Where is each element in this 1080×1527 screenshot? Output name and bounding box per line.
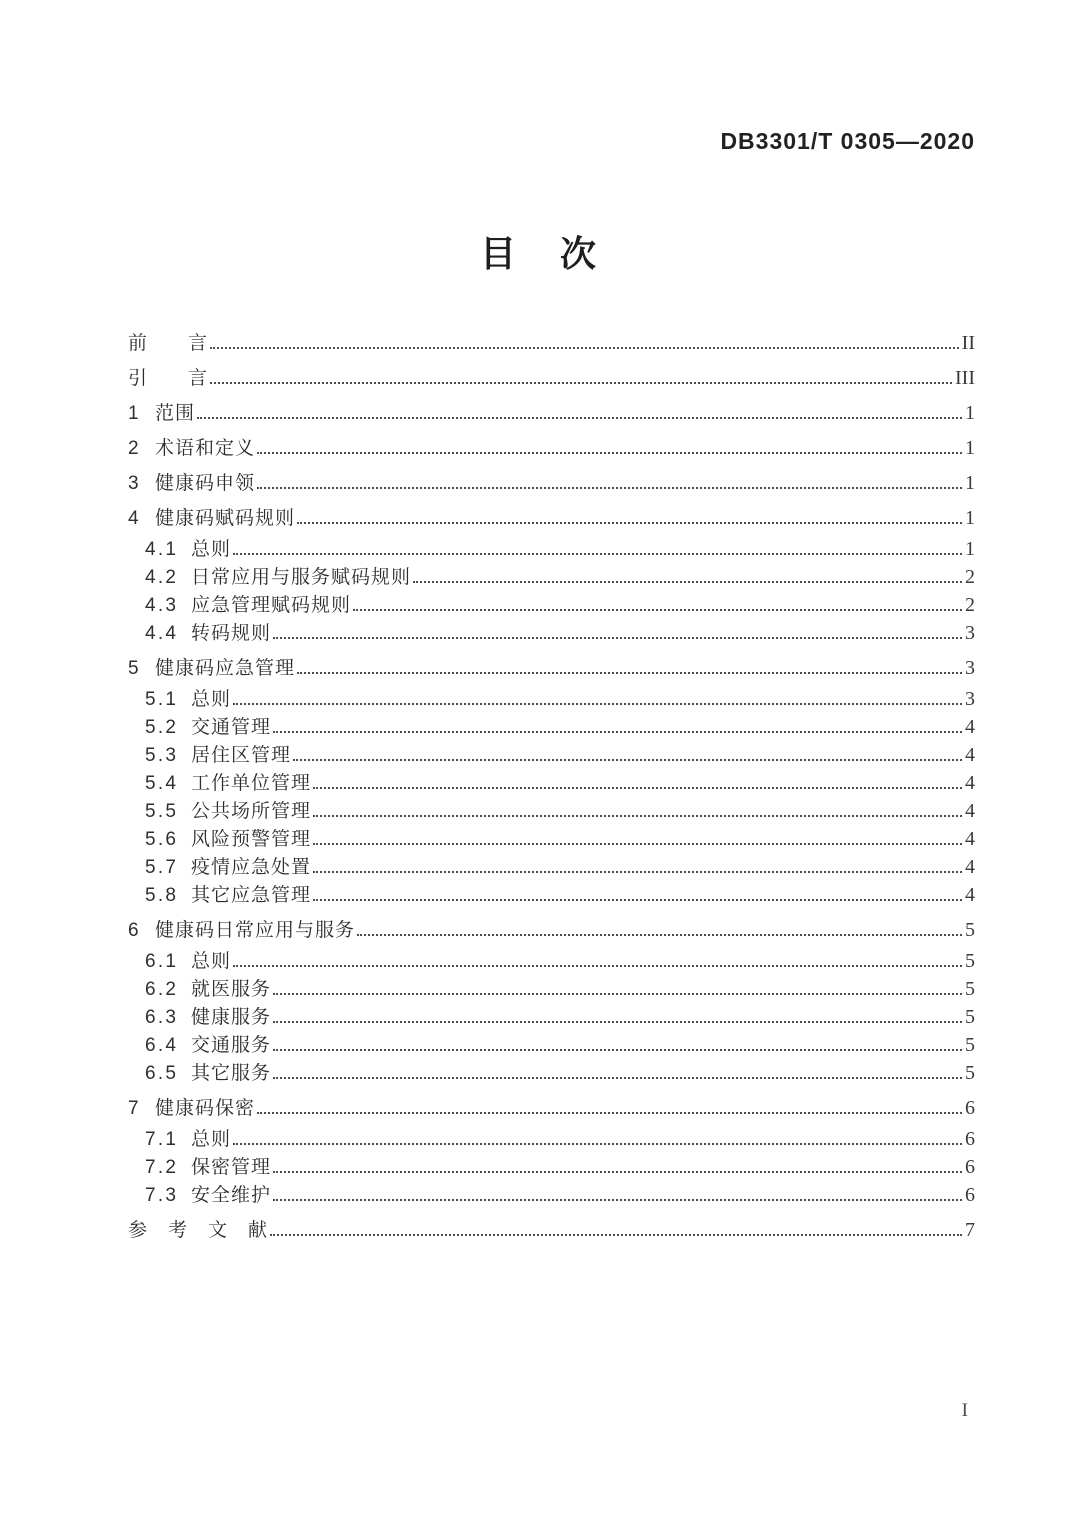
toc-entry-label: 疫情应急处置 xyxy=(191,857,312,878)
toc-entry-number: 1 xyxy=(128,403,141,424)
toc-entry-number: 5.6 xyxy=(145,829,179,850)
toc-entry-page: 5 xyxy=(965,950,975,972)
toc-entry-number: 5.2 xyxy=(145,717,179,738)
toc-entry xyxy=(128,910,975,940)
toc-entry-page: 7 xyxy=(965,1219,975,1241)
toc-entry-number: 4.2 xyxy=(145,567,179,588)
toc-entry xyxy=(128,1121,975,1149)
dot-leader xyxy=(313,815,962,817)
dot-leader xyxy=(313,899,962,901)
toc-entry-page: 5 xyxy=(965,1006,975,1028)
toc-entry-number: 7.2 xyxy=(145,1157,179,1178)
toc-entry-page: 1 xyxy=(965,507,975,529)
toc-entry-label: 健康码应急管理 xyxy=(155,658,296,679)
toc-entry-page: 5 xyxy=(965,919,975,941)
toc-entry-number: 7.3 xyxy=(145,1185,179,1206)
toc-entry-page: 4 xyxy=(965,884,975,906)
dot-leader xyxy=(233,965,962,967)
toc-entry xyxy=(128,531,975,559)
toc-entry-label: 总则 xyxy=(191,539,232,560)
toc-entry-page: 2 xyxy=(965,594,975,616)
toc-entry-number: 6.5 xyxy=(145,1063,179,1084)
toc-entry-number: 6 xyxy=(128,920,141,941)
dot-leader xyxy=(257,452,962,454)
dot-leader xyxy=(273,1021,962,1023)
toc-entry-label: 健康码申领 xyxy=(155,473,256,494)
toc-entry-number: 6.3 xyxy=(145,1007,179,1028)
toc-entry-number: 7 xyxy=(128,1098,141,1119)
dot-leader xyxy=(270,1234,962,1236)
toc-entry-label: 范围 xyxy=(155,403,196,424)
toc-entry-page: III xyxy=(955,367,975,389)
dot-leader xyxy=(293,759,962,761)
table-of-contents xyxy=(128,318,975,1243)
dot-leader xyxy=(257,487,962,489)
toc-entry-number: 6.1 xyxy=(145,951,179,972)
dot-leader xyxy=(273,1049,962,1051)
dot-leader xyxy=(257,1112,962,1114)
toc-entry xyxy=(128,559,975,587)
dot-leader xyxy=(233,1143,962,1145)
toc-entry-page: 4 xyxy=(965,856,975,878)
dot-leader xyxy=(273,637,962,639)
toc-entry-label: 健康码保密 xyxy=(155,1098,256,1119)
toc-entry-label: 日常应用与服务赋码规则 xyxy=(191,567,412,588)
toc-entry xyxy=(128,737,975,765)
dot-leader xyxy=(273,1077,962,1079)
toc-entry-page: 1 xyxy=(965,437,975,459)
toc-entry xyxy=(128,999,975,1027)
toc-entry-page: 5 xyxy=(965,1062,975,1084)
toc-entry xyxy=(128,393,975,423)
dot-leader xyxy=(313,787,962,789)
toc-entry xyxy=(128,1149,975,1177)
toc-entry xyxy=(128,1177,975,1205)
toc-entry-number: 4 xyxy=(128,508,141,529)
toc-entry xyxy=(128,1027,975,1055)
toc-entry-page: 3 xyxy=(965,657,975,679)
dot-leader xyxy=(297,522,962,524)
toc-entry-number: 4.4 xyxy=(145,623,179,644)
dot-leader xyxy=(233,703,962,705)
toc-entry xyxy=(128,1055,975,1083)
toc-entry-page: 4 xyxy=(965,772,975,794)
toc-entry-page: 4 xyxy=(965,828,975,850)
dot-leader xyxy=(313,871,962,873)
toc-entry xyxy=(128,793,975,821)
toc-entry-number: 6.4 xyxy=(145,1035,179,1056)
toc-entry-label: 安全维护 xyxy=(191,1185,272,1206)
toc-entry-label: 引 言 xyxy=(128,368,209,389)
toc-entry-page: 3 xyxy=(965,622,975,644)
toc-entry xyxy=(128,428,975,458)
toc-entry xyxy=(128,709,975,737)
dot-leader xyxy=(197,417,962,419)
toc-entry-label: 健康码赋码规则 xyxy=(155,508,296,529)
toc-entry-number: 2 xyxy=(128,438,141,459)
toc-entry xyxy=(128,463,975,493)
toc-entry xyxy=(128,681,975,709)
toc-entry-page: 1 xyxy=(965,472,975,494)
dot-leader xyxy=(313,843,962,845)
toc-entry-page: II xyxy=(961,332,975,354)
toc-entry-label: 总则 xyxy=(191,951,232,972)
toc-entry-page: 5 xyxy=(965,1034,975,1056)
toc-entry xyxy=(128,358,975,388)
toc-entry-number: 5 xyxy=(128,658,141,679)
toc-entry-number: 5.5 xyxy=(145,801,179,822)
toc-entry xyxy=(128,821,975,849)
toc-entry-number: 5.4 xyxy=(145,773,179,794)
toc-entry-number: 3 xyxy=(128,473,141,494)
page-title: 目 次 xyxy=(479,234,600,274)
toc-entry-number: 5.8 xyxy=(145,885,179,906)
dot-leader xyxy=(273,993,962,995)
toc-entry xyxy=(128,765,975,793)
toc-entry-number: 4.3 xyxy=(145,595,179,616)
toc-entry-label: 总则 xyxy=(191,1129,232,1150)
toc-entry-page: 3 xyxy=(965,688,975,710)
toc-entry-label: 居住区管理 xyxy=(191,745,292,766)
dot-leader xyxy=(210,347,959,349)
toc-entry xyxy=(128,877,975,905)
toc-entry-label: 转码规则 xyxy=(191,623,272,644)
dot-leader xyxy=(273,1171,962,1173)
toc-entry-number: 5.7 xyxy=(145,857,179,878)
dot-leader xyxy=(357,934,962,936)
toc-entry-label: 工作单位管理 xyxy=(191,773,312,794)
toc-entry-page: 6 xyxy=(965,1128,975,1150)
toc-entry xyxy=(128,1210,975,1240)
toc-entry-label: 应急管理赋码规则 xyxy=(191,595,352,616)
toc-entry-label: 健康码日常应用与服务 xyxy=(155,920,356,941)
toc-entry-label: 其它服务 xyxy=(191,1063,272,1084)
toc-entry xyxy=(128,323,975,353)
toc-entry xyxy=(128,849,975,877)
toc-entry-page: 4 xyxy=(965,800,975,822)
toc-entry-page: 1 xyxy=(965,538,975,560)
dot-leader xyxy=(210,382,952,384)
toc-entry-number: 5.3 xyxy=(145,745,179,766)
toc-entry-label: 保密管理 xyxy=(191,1157,272,1178)
toc-entry-page: 6 xyxy=(965,1156,975,1178)
toc-entry-number: 4.1 xyxy=(145,539,179,560)
footer-page-number: I xyxy=(961,1400,968,1421)
toc-entry-label: 健康服务 xyxy=(191,1007,272,1028)
dot-leader xyxy=(233,553,962,555)
dot-leader xyxy=(297,672,962,674)
toc-entry-number: 7.1 xyxy=(145,1129,179,1150)
toc-entry-label: 风险预警管理 xyxy=(191,829,312,850)
toc-entry xyxy=(128,943,975,971)
doc-number: DB3301/T 0305—2020 xyxy=(720,128,975,154)
toc-entry-label: 前 言 xyxy=(128,333,209,354)
toc-entry-label: 就医服务 xyxy=(191,979,272,1000)
toc-entry xyxy=(128,971,975,999)
toc-entry-page: 6 xyxy=(965,1184,975,1206)
toc-entry-label: 其它应急管理 xyxy=(191,885,312,906)
dot-leader xyxy=(353,609,962,611)
toc-entry-label: 交通服务 xyxy=(191,1035,272,1056)
toc-entry-label: 公共场所管理 xyxy=(191,801,312,822)
toc-entry-label: 术语和定义 xyxy=(155,438,256,459)
toc-entry xyxy=(128,1088,975,1118)
toc-entry-page: 4 xyxy=(965,716,975,738)
toc-entry-number: 6.2 xyxy=(145,979,179,1000)
toc-entry-label: 交通管理 xyxy=(191,717,272,738)
toc-entry-page: 1 xyxy=(965,402,975,424)
toc-entry-number: 5.1 xyxy=(145,689,179,710)
dot-leader xyxy=(413,581,962,583)
toc-entry xyxy=(128,587,975,615)
toc-entry-page: 4 xyxy=(965,744,975,766)
toc-entry-page: 5 xyxy=(965,978,975,1000)
toc-entry-page: 6 xyxy=(965,1097,975,1119)
dot-leader xyxy=(273,1199,962,1201)
toc-entry-page: 2 xyxy=(965,566,975,588)
toc-entry xyxy=(128,615,975,643)
toc-entry xyxy=(128,498,975,528)
toc-entry-label: 总则 xyxy=(191,689,232,710)
toc-entry-label: 参 考 文 献 xyxy=(128,1220,269,1241)
toc-entry xyxy=(128,648,975,678)
dot-leader xyxy=(273,731,962,733)
